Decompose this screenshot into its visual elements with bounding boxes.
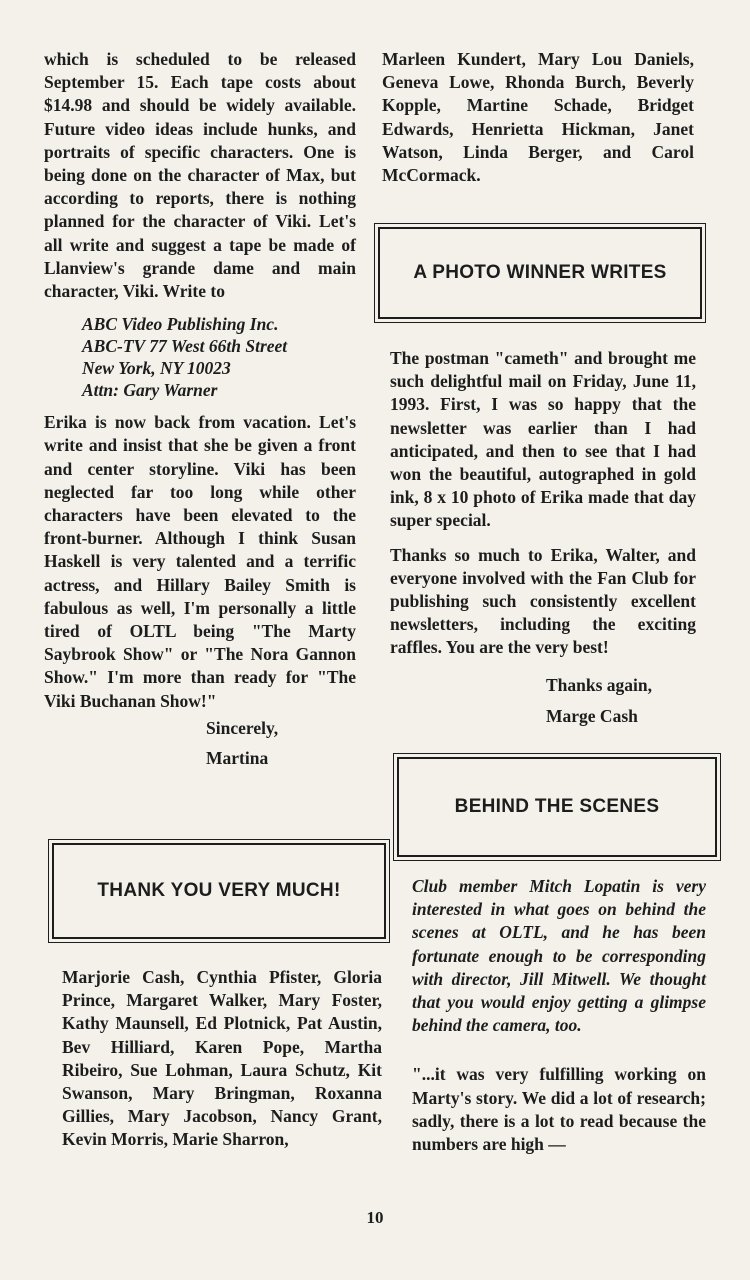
- address-line: Attn: Gary Warner: [82, 380, 218, 401]
- address-line: ABC Video Publishing Inc.: [82, 314, 279, 335]
- closing: Sincerely,: [206, 717, 279, 738]
- left-column: [44, 48, 356, 772]
- page-number: 10: [366, 1208, 384, 1227]
- photo-closing: Thanks again,: [546, 674, 653, 695]
- photo-signature: Marge Cash: [546, 705, 638, 726]
- thank-you-heading-box: [52, 843, 386, 939]
- scenes-intro: Club member Mitch Lopatin is very interested in what goes on behind the scenes at OLTL, and he has been fortunate enough to be corresponding with director, Jill Mitwell. We thought that you would enjoy getting a glimpse behind the camera, too.: [412, 876, 706, 1036]
- erika-paragraph: Erika is now back from vacation. Let's write and insist that she be given a front and center storyline. Viki has been neglected far too long while other characters have been elevated to the front-burner. Although I think Susan Haskell is very talented and a terrific actress, and Hillary Bailey Smith is fabulous as well, I'm personally a little tired of OLTL being "The Marty Saybrook Show" or "The Nora Gannon Show." I'm more than ready for "The Viki Buchanan Show!": [44, 412, 356, 711]
- photo-paragraph-1: The postman "cameth" and brought me such delightful mail on Friday, June 11, 1993. First, I was so happy that the newsletter was earlier than I had anticipated, and then to see that I had won the beautiful, autographed in gold ink, 8 x 10 photo of Erika made that day super special.: [390, 348, 696, 531]
- mailing-address: [82, 313, 356, 401]
- behind-scenes-heading: BEHIND THE SCENES: [454, 796, 660, 817]
- behind-scenes-block: [412, 875, 706, 1156]
- thank-you-heading: THANK YOU VERY MUCH!: [97, 880, 341, 901]
- video-paragraph: which is scheduled to be released September 15. Each tape costs about $14.98 and should be widely available. Future video ideas include hunks, and portraits of specific characters. One is being done on the character of Max, but according to reports, there is nothing planned for the character of Viki. Let's all write and suggest a tape be made of Llanview's grande dame and main character, Viki. Write to: [44, 49, 356, 302]
- behind-scenes-heading-box: [397, 757, 717, 857]
- right-column-top: [382, 48, 694, 187]
- address-line: New York, NY 10023: [82, 358, 231, 379]
- scenes-quote: "...it was very fulfilling working on Marty's story. We did a lot of research; sadly, there is a lot to read because the numbers are high —: [412, 1064, 706, 1155]
- address-line: ABC-TV 77 West 66th Street: [82, 336, 288, 357]
- thanks-list-block: [62, 966, 382, 1152]
- photo-winner-letter: [390, 347, 696, 730]
- photo-paragraph-2: Thanks so much to Erika, Walter, and everyone involved with the Fan Club for publishing such consistently excellent newsletters, including the exciting raffles. You are the very best!: [390, 544, 696, 658]
- names-continued: Marleen Kundert, Mary Lou Daniels, Geneva Lowe, Rhonda Burch, Beverly Kopple, Martine Schade, Bridget Edwards, Henrietta Hickman, Janet Watson, Linda Berger, and Carol McCormack.: [382, 49, 694, 186]
- thanks-names-list: Marjorie Cash, Cynthia Pfister, Gloria Prince, Margaret Walker, Mary Foster, Kathy Maunsell, Ed Plotnick, Pat Austin, Bev Hilliard, Karen Pope, Martha Ribeiro, Sue Lohman, Laura Schutz, Kit Swanson, Mary Bringman, Roxanna Gillies, Mary Jacobson, Nancy Grant, Kevin Morris, Marie Sharron,: [62, 967, 382, 1150]
- photo-winner-heading-box: [378, 227, 702, 319]
- photo-winner-heading: A PHOTO WINNER WRITES: [413, 262, 667, 283]
- signature: Martina: [206, 747, 269, 768]
